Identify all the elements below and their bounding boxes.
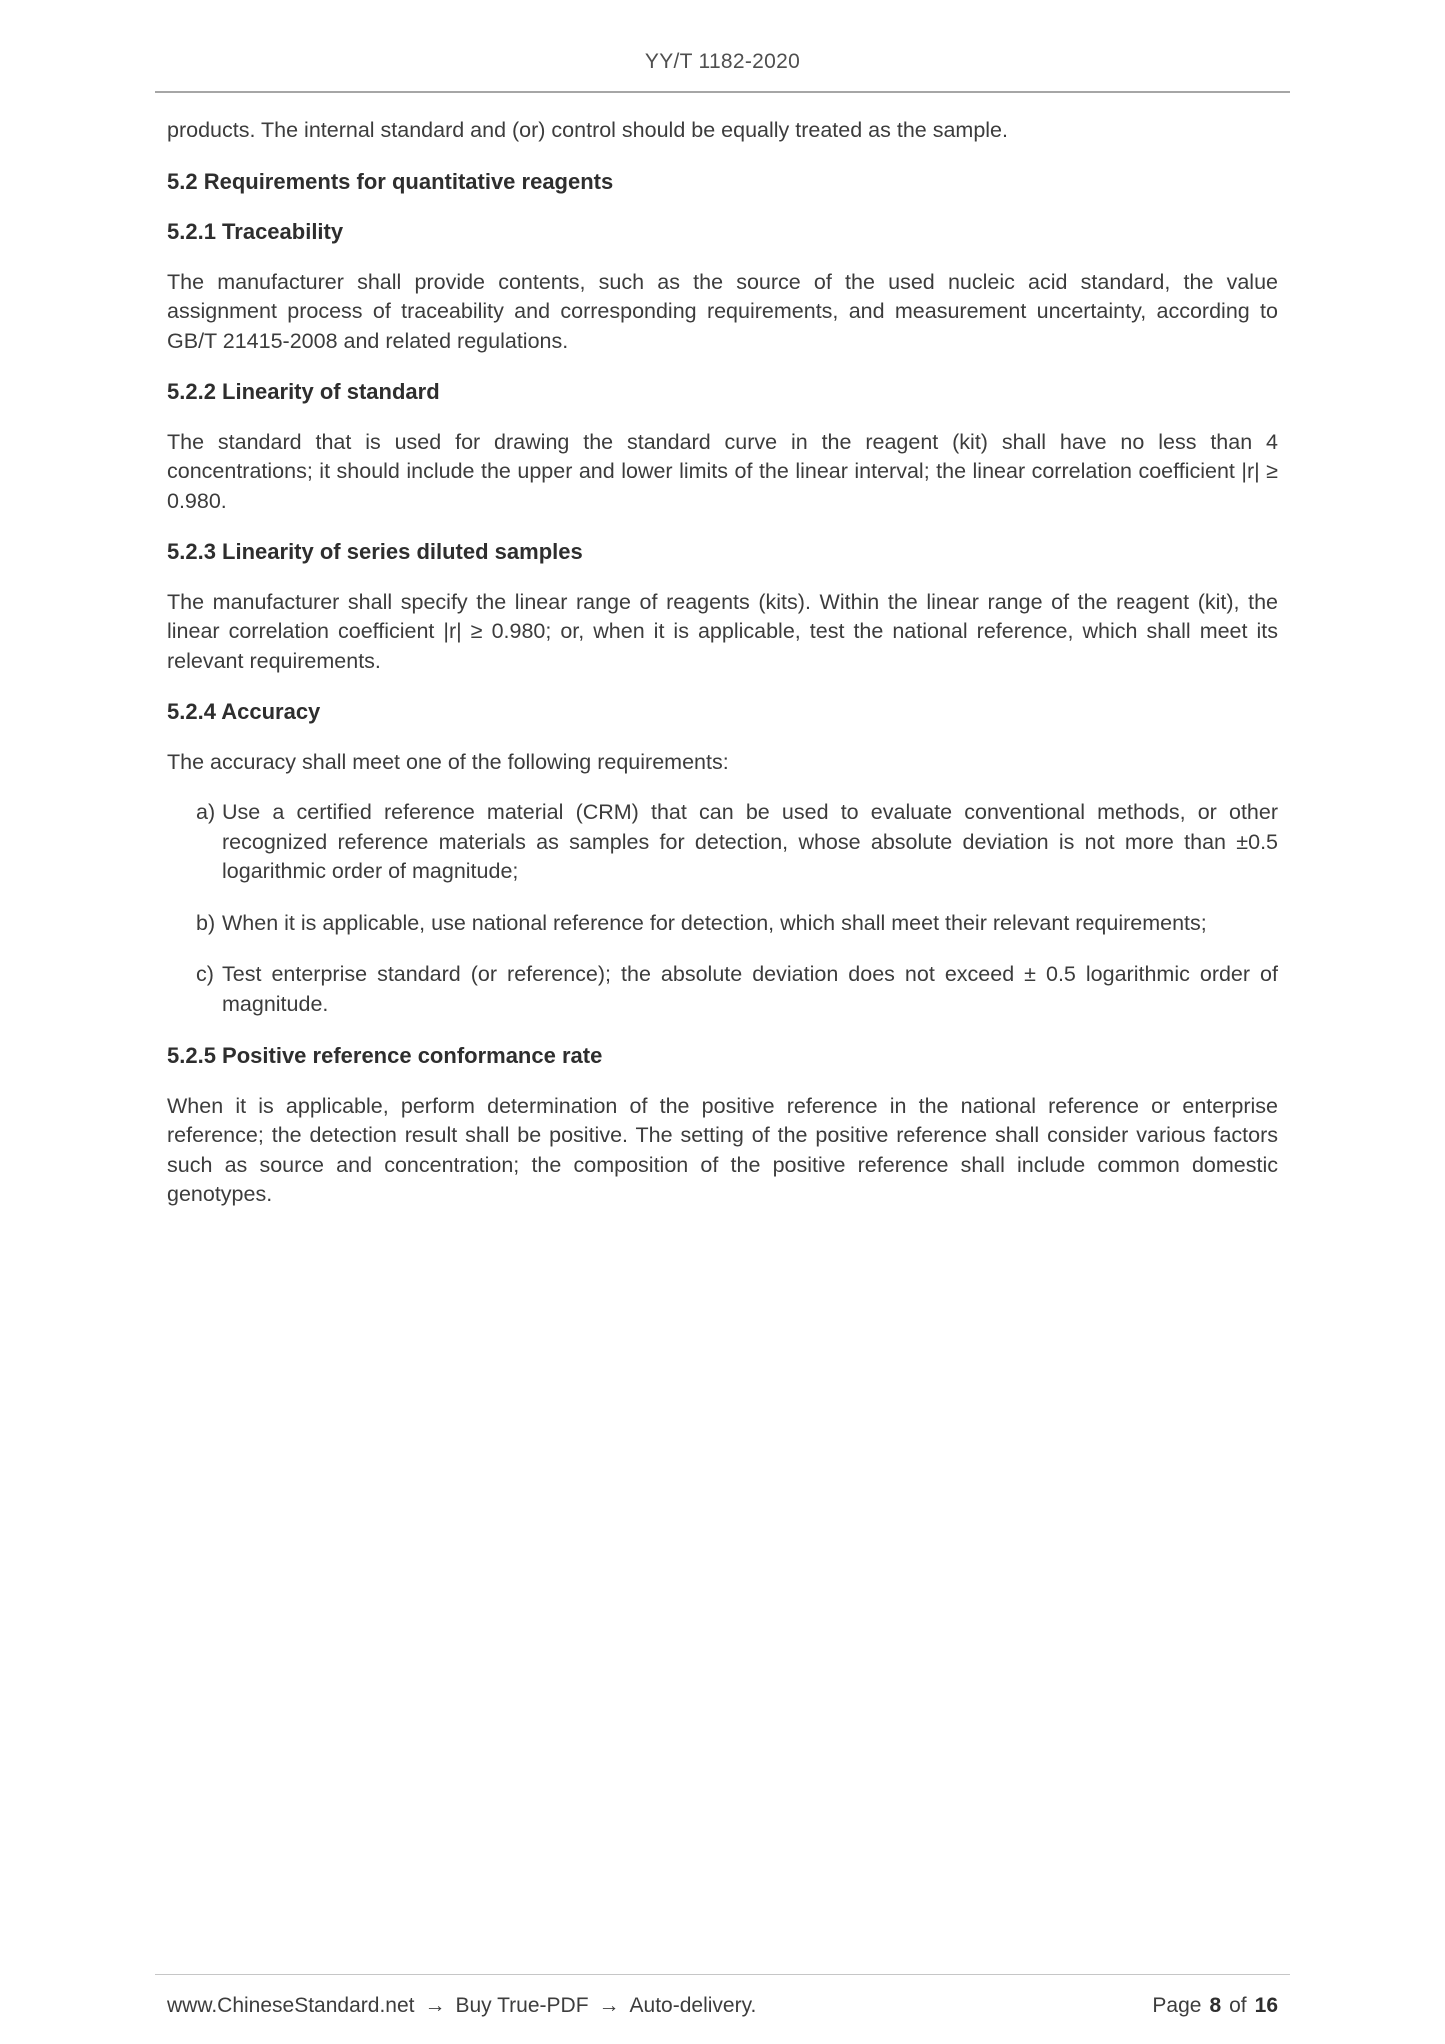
footer-buy-text: Buy True-PDF <box>455 1994 589 2017</box>
list-item-c <box>167 960 1278 1019</box>
section-heading-5-2-4: 5.2.4 Accuracy <box>167 699 321 724</box>
footer-delivery-text: Auto-delivery. <box>629 1994 757 2017</box>
arrow-icon: → <box>424 1994 446 2017</box>
of-label: of <box>1229 1994 1247 2017</box>
paragraph-accuracy-intro: The accuracy shall meet one of the following requirements: <box>167 749 729 774</box>
footer-branding <box>167 1994 756 2018</box>
section-heading-5-2-3: 5.2.3 Linearity of series diluted samples <box>167 539 583 564</box>
list-text-a: Use a certified reference material (CRM) that can be used to evaluate conventional methods, or other recognized reference materials as samples for detection, whose absolute deviation is not more than ±0.5 logarithmic order of magnitude; <box>222 800 1278 883</box>
page-number-indicator <box>1152 1994 1278 2018</box>
list-marker-b: b) <box>196 910 216 935</box>
page-total: 16 <box>1254 1994 1278 2017</box>
standard-number-title: YY/T 1182-2020 <box>644 50 801 73</box>
list-marker-c: c) <box>196 962 214 986</box>
section-heading-5-2: 5.2 Requirements for quantitative reagents <box>167 168 614 194</box>
paragraph-positive-reference: When it is applicable, perform determination of the positive reference in the national reference or enterprise reference; the detection result shall be positive. The setting of the positive reference shall consider various factors such as source and concentration; the composition of the positive reference shall include common domestic genotypes. <box>167 1093 1278 1206</box>
site-link[interactable]: www.ChineseStandard.net <box>167 1994 415 2017</box>
paragraph-intro: products. The internal standard and (or) control should be equally treated as the sample. <box>167 118 1008 142</box>
header-divider <box>155 91 1290 93</box>
list-marker-a: a) <box>196 800 216 824</box>
page-header <box>0 0 1445 93</box>
section-heading-5-2-5: 5.2.5 Positive reference conformance rate <box>167 1043 603 1068</box>
list-item-b <box>167 909 1278 939</box>
page-label: Page <box>1152 1994 1202 2017</box>
paragraph-linearity-samples: The manufacturer shall specify the linear range of reagents (kits). Within the linear range of the reagent (kit), the linear correlation coefficient |r| ≥ 0.980; or, when it is applicable, test the national reference, which shall meet its relevant requirements. <box>167 589 1278 673</box>
section-heading-5-2-2: 5.2.2 Linearity of standard <box>167 379 440 404</box>
list-text-b: When it is applicable, use national reference for detection, which shall meet their relevant requirements; <box>222 910 1207 935</box>
section-heading-5-2-1: 5.2.1 Traceability <box>167 219 344 244</box>
document-body <box>167 116 1278 1210</box>
list-item-a <box>167 798 1278 887</box>
arrow-icon: → <box>598 1994 620 2017</box>
page-footer <box>155 1974 1290 2044</box>
page-current: 8 <box>1209 1994 1222 2017</box>
paragraph-linearity-standard: The standard that is used for drawing the standard curve in the reagent (kit) shall have no less than 4 concentrations; it should include the upper and lower limits of the linear interval; the linear correlation coefficient |r| ≥ 0.980. <box>167 429 1278 513</box>
paragraph-traceability: The manufacturer shall provide contents, such as the source of the used nucleic acid standard, the value assignment process of traceability and corresponding requirements, and measurement uncertainty, according to GB/T 21415-2008 and related regulations. <box>167 269 1278 353</box>
list-text-c: Test enterprise standard (or reference); the absolute deviation does not exceed ± 0.5 logarithmic order of magnitude. <box>222 962 1278 1016</box>
